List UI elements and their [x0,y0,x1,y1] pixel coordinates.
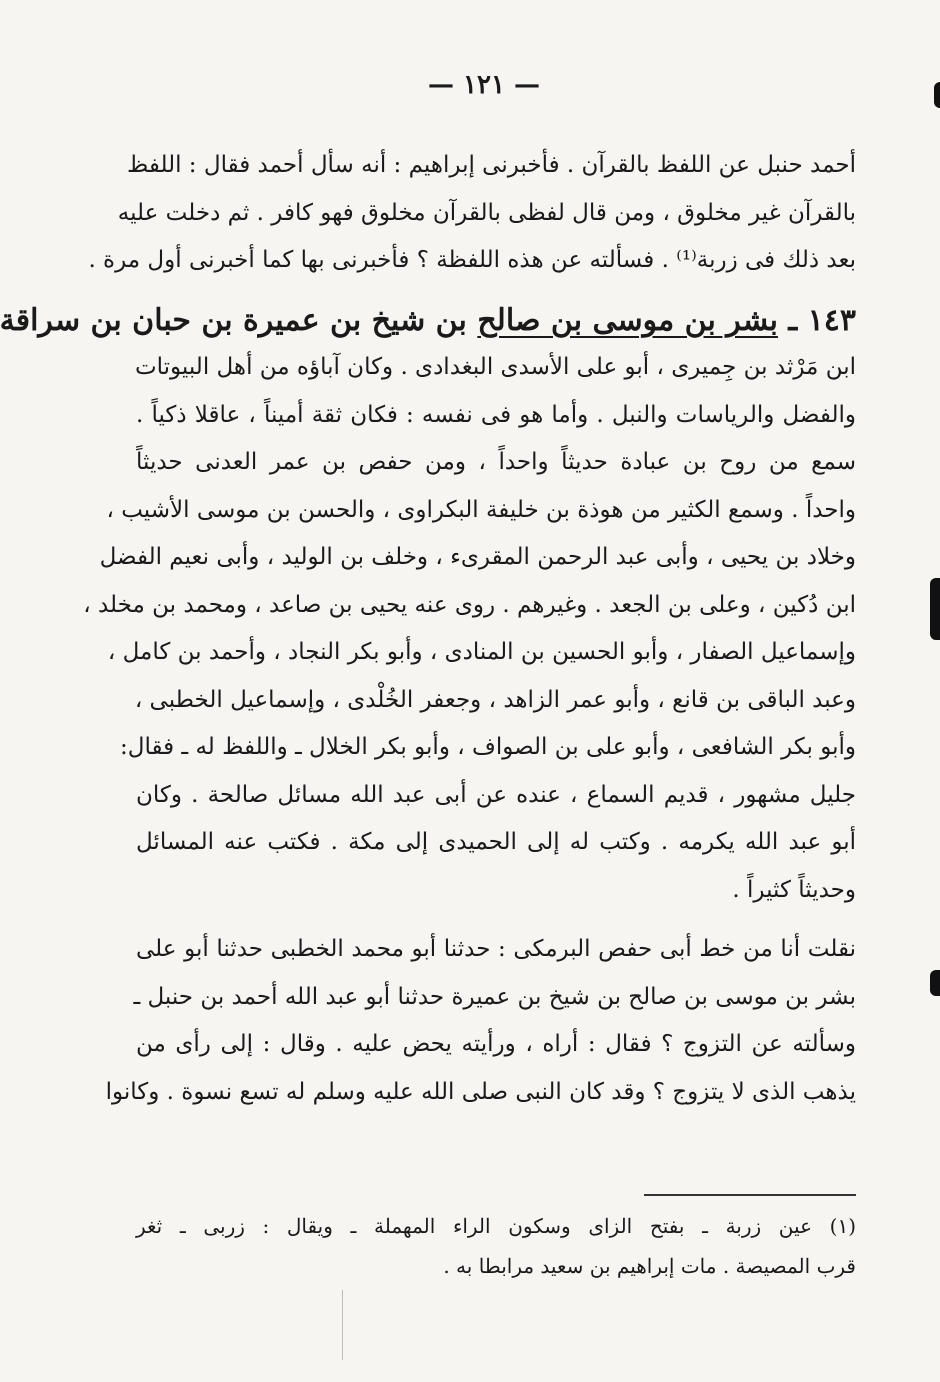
scan-edge-mark [930,578,940,640]
text-line: ابن مَرْثد بن جِميرى ، أبو على الأسدى البغدادى . وكان آباؤه من أهل البيوتات [134,354,856,380]
text-line: وخلاد بن يحيى ، وأبى عبد الرحمن المقرىء ، وخلف بن الوليد ، وأبى نعيم الفضل [99,544,856,570]
footnote-line: قرب المصيصة . مات إبراهيم بن سعيد مرابطا به . [443,1254,856,1278]
entry-heading [0,297,856,345]
text-line: وسألته عن التزوج ؟ فقال : أراه ، ورأيته يحض عليه . وقال : إلى رأى من [136,1031,856,1057]
text-line: وعبد الباقى بن قانع ، وأبو عمر الزاهد ، وجعفر الخُلْدى ، وإسماعيل الخطبى ، [134,686,856,713]
text-line: وأبو بكر الشافعى ، وأبو على بن الصواف ، وأبو بكر الخلال ـ واللفظ له ـ فقال: [120,734,856,760]
text-line: بالقرآن غير مخلوق ، ومن قال لفظى بالقرآن مخلوق فهو كافر . ثم دخلت عليه [117,199,856,226]
text-line: سمع من روح بن عبادة حديثاً واحداً ، ومن حفص بن عمر العدنى حديثاً [136,449,856,475]
entry-name: بشر بن موسى بن صالح [477,302,778,338]
text-line: أبو عبد الله يكرمه . وكتب له إلى الحميدى إلى مكة . فكتب عنه المسائل [136,829,856,855]
entry-number: ١٤٣ [807,302,856,338]
footnotes [136,1206,856,1286]
scan-stray-line [342,1290,343,1360]
text-line: واحداً . وسمع الكثير من هوذة بن خليفة البكراوى ، والحسن بن موسى الأشيب ، [106,496,856,523]
entry-dash: ـ [777,302,808,338]
text-line: نقلت أنا من خط أبى حفص البرمكى : حدثنا أبو محمد الخطبى حدثنا أبو على [136,936,856,962]
text-line: جليل مشهور ، قديم السماع ، عنده عن أبى عبد الله مسائل صالحة . وكان [136,781,856,808]
text-line: بعد ذلك فى زربة⁽¹⁾ . فسألته عن هذه اللفظة ؟ فأخبرنى بها كما أخبرنى أول مرة . [88,247,856,273]
main-text [0,142,856,1116]
text-line: وإسماعيل الصفار ، وأبو الحسين بن المنادى ، وأبو بكر النجاد ، وأحمد بن كامل ، [107,639,856,665]
text-line: ابن دُكين ، وعلى بن الجعد . وغيرهم . روى عنه يحيى بن صاعد ، ومحمد بن مخلد ، [83,591,856,618]
footnote-divider [644,1194,856,1196]
entry-lineage: بن شيخ بن عميرة بن حبان بن سراقة [0,302,478,338]
text-line: وحديثاً كثيراً . [732,876,856,903]
footnote-line: (١) عين زربة ـ بفتح الزاى وسكون الراء المهملة ـ ويقال : زربى ـ ثغر [136,1214,856,1238]
text-line: يذهب الذى لا يتزوج ؟ وقد كان النبى صلى الله عليه وسلم له تسع نسوة . وكانوا [105,1078,856,1105]
text-line: والفضل والرياسات والنبل . وأما هو فى نفسه : فكان ثقة أميناً ، عاقلا ذكياً . [136,401,856,428]
scan-edge-mark [930,970,940,996]
page-number: — ١٢١ — [427,70,541,100]
scan-edge-mark [934,82,940,108]
text-line: بشر بن موسى بن صالح بن شيخ بن عميرة حدثنا أبو عبد الله أحمد بن حنبل ـ [133,983,856,1010]
text-line: أحمد حنبل عن اللفظ بالقرآن . فأخبرنى إبراهيم : أنه سأل أحمد فقال : اللفظ [127,152,856,178]
